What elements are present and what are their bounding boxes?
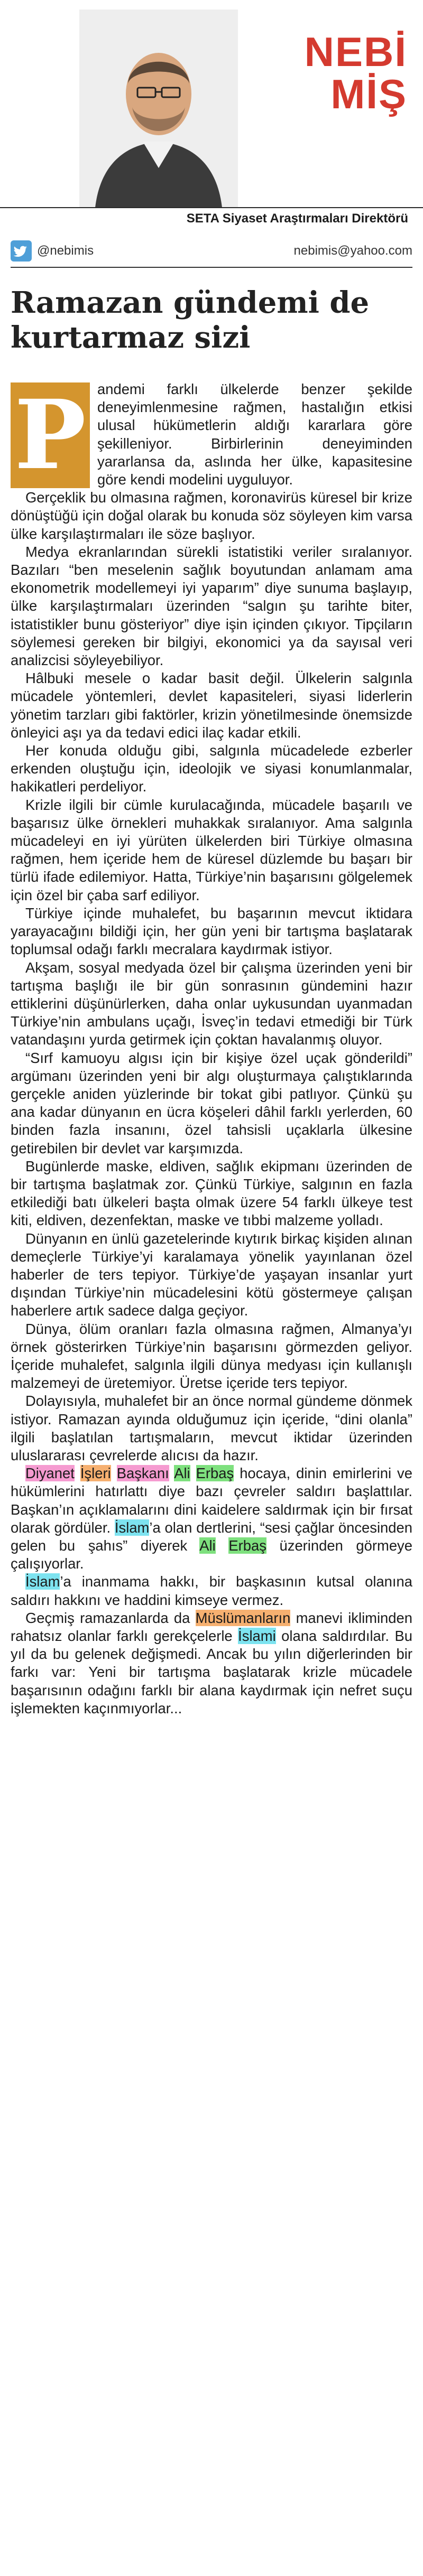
article-body bbox=[11, 380, 412, 1718]
paragraph-highlighted bbox=[11, 1464, 412, 1573]
paragraph: Hâlbuki mesele o kadar basit değil. Ülkelerin salgınla mücadele yöntemleri, devlet kapasiteleri, siyasi liderlerin yönetim tarzları gibi faktörler, krizin yönetilmesinde önemsizde önleyici aşı ya da tedavi edici ilaç kadar etkili. bbox=[11, 670, 412, 741]
title-divider bbox=[11, 267, 412, 268]
highlight-word: İslami bbox=[238, 1628, 276, 1645]
paragraph: Her konuda olduğu gibi, salgınla mücadelede ezberler erkenden oluştuğu için, ideolojik ve siyasi konumlanmalar, hakikatleri perdeliyor. bbox=[11, 742, 412, 795]
author-email[interactable]: nebimis@yahoo.com bbox=[293, 244, 412, 258]
paragraph: Bugünlerde maske, eldiven, sağlık ekipmanı üzerinden de bir tartışma başlatmak zor. Çünkü Türkiye, salgının en fazla etkilediği batı ülkeleri başta olmak üzere 54 farklı ülkeye test kiti, eldiven, dezenfektan, maske ve tıbbi malzeme yolladı. bbox=[11, 1158, 412, 1229]
highlight-word: Müslümanların bbox=[195, 1609, 291, 1626]
paragraph-text: hocaya, dinin emirlerini ve hükümlerini hatırlattı diye bazı çevreler saldırı başlattılar. Başkan’ın açıklamalarını dini kaidelere saldırmak için bir fırsat olarak gördüler. bbox=[11, 1465, 412, 1536]
paragraph: Gerçeklik bu olmasına rağmen, koronavirüs küresel bir krize dönüştüğü için doğal olarak bu konuda söz söyleyen kim varsa ülke karşılaştırmaları ile söze başlıyor. bbox=[11, 489, 412, 542]
author-portrait-illustration bbox=[79, 10, 238, 208]
paragraph-highlighted bbox=[11, 1609, 412, 1718]
author-contact-bar bbox=[11, 240, 412, 262]
column-header bbox=[0, 0, 423, 232]
author-photo bbox=[79, 10, 238, 208]
paragraph: Türkiye içinde muhalefet, bu başarının mevcut iktidara yarayacağını bildiği için, her gün yeni bir tartışma başlatarak toplumsal odağı farklı mecralara kaydırmak istiyor. bbox=[11, 904, 412, 958]
paragraph: “Sırf kamuoyu algısı için bir kişiye özel uçak gönderildi” argümanı üzerinden yeni bir algı oluşturmaya çalıştıklarında gerçekle aniden yüzlerinde bir tokat gibi patlıyor. Çünkü şu ana kadar dünyanın en ücra köşeleri dâhil farklı yerlerden, 60 binden fazla insanını, özel tahsisli uçaklarla ülkesine getirebilen bir devlet var karşımızda. bbox=[11, 1049, 412, 1156]
twitter-handle[interactable]: @nebimis bbox=[37, 244, 94, 258]
author-name: NEBİ MİŞ bbox=[304, 29, 407, 117]
highlight-word: İslam bbox=[25, 1573, 60, 1590]
paragraph-highlighted bbox=[11, 1573, 412, 1609]
highlight-word: Erbaş bbox=[228, 1537, 266, 1554]
paragraph-text: Geçmiş ramazanlarda da bbox=[25, 1609, 196, 1626]
paragraph: Dolayısıyla, muhalefet bir an önce normal gündeme dönmek istiyor. Ramazan ayında olduğumuz için içeride, “dini olanla” ilgili başlatılan tartışmaların, mevcut iktidar üzerinden uluslararası çevrelerde alıcısı da hazır. bbox=[11, 1393, 412, 1463]
paragraph: Medya ekranlarından sürekli istatistiki veriler sıralanıyor. Bazıları “ben meselenin sağlık boyutundan anlamam ama ekonometrik modellemeyi iyi yaparım” diye sunuma başlayıp, ülke karşılaştırmaları üzerinden “salgın şu tarihte biter, istatistikler bunu gösteriyor” diye işin içinden çıkıyor. Tipçiların söylemesi gereken bir bilgiyi, ekonomici ya da sayısal veri analizcisi söyleyebiliyor. bbox=[11, 543, 412, 669]
article-title: Ramazan gündemi de kurtarmaz sizi bbox=[11, 285, 370, 355]
paragraph-text: ’a olan dertlerini, “sesi çağlar öncesinden gelen bu şahıs” diyerek bbox=[11, 1519, 412, 1554]
paragraph-text: ’a inanmama hakkı, bir başkasının kutsal olanına saldırı hakkını ve haddini kimseye vermez. bbox=[11, 1573, 412, 1608]
drop-cap: P bbox=[11, 382, 90, 488]
paragraph: Krizle ilgili bir cümle kurulacağında, mücadele başarılı ve başarısız ülke örnekleri muhakkak sıralanıyor. Ama salgınla mücadeleyi en iyi yürüten ülkelerden biri Türkiye olmasına rağmen, hem içeride hem de küresel düzlemde bu başarı bir türlü ifade edilemiyor. Hatta, Türkiye’nin başarısını gölgelemek için özel bir çaba sarf ediliyor. bbox=[11, 796, 412, 903]
highlight-word: Erbaş bbox=[196, 1465, 234, 1482]
highlight-word: Ali bbox=[174, 1465, 190, 1482]
paragraph: Akşam, sosyal medyada özel bir çalışma üzerinden yeni bir tartışma başlığı ile bir gün sonrasının gündemini hazır ettiklerini düşünürlerken, daha onlar uykusundan uyanmadan Türkiye’nin ambulans uçağı, İsveç’in tedavi etmediği bir Türk vatandaşını yurda getirmek için çoktan havalanmış oluyor. bbox=[11, 959, 412, 1048]
highlight-word: Başkanı bbox=[116, 1465, 169, 1482]
paragraph: Dünyanın en ünlü gazetelerinde kıytırık birkaç kişiden alınan demeçlerle Türkiye’yi karalamaya yönelik yayınlanan özel haberler de ters tepiyor. Türkiye’de yaşayan insanlar yurt dışından Türkiye’nin mücadelesini kötü göstermeye çalışan haberlere artık sadece dalga geçiyor. bbox=[11, 1230, 412, 1319]
highlight-word: Diyanet bbox=[25, 1465, 75, 1482]
paragraph-text: üzerinden görmeye çalışıyorlar. bbox=[11, 1537, 412, 1572]
paragraph-text: olana saldırdılar. Bu yıl da bu gelenek değişmedi. Ancak bu yılın diğerlerinden bir farkı var: Yeni bir tartışma başlatarak krizle mücadele başarısının odağını farklı bir alana kaydırmak için nefret suçu işlemekten kaçınmıyorlar... bbox=[11, 1628, 412, 1716]
highlight-word: Ali bbox=[199, 1537, 216, 1554]
author-role: SETA Siyaset Araştırmaları Direktörü bbox=[186, 211, 408, 226]
twitter-icon[interactable] bbox=[11, 240, 32, 262]
paragraph: andemi farklı ülkelerde benzer şekilde deneyimlenmesine rağmen, hastalığın etkisi ulusal hükümetlerin aldığı kararlara göre şekilleniyor. Birbirlerinin deneyiminden yararlansa da, aslında her ülke, kapasitesine göre kendi modelini uyguluyor. bbox=[97, 381, 412, 488]
paragraph: Dünya, ölüm oranları fazla olmasına rağmen, Almanya’yı örnek gösterirken Türkiye’nin başarısını görmezden geliyor. İçeride muhalefet, salgınla ilgili dünya medyası için kullanışlı malzemeyi de üretemiyor. Üretse içeride ters tepiyor. bbox=[11, 1320, 412, 1392]
paragraph-text: manevi ikliminden rahatsız olanlar farklı gerekçelerle bbox=[11, 1609, 412, 1645]
highlight-word: İslam bbox=[114, 1519, 150, 1536]
highlight-word: İşleri bbox=[80, 1465, 111, 1482]
